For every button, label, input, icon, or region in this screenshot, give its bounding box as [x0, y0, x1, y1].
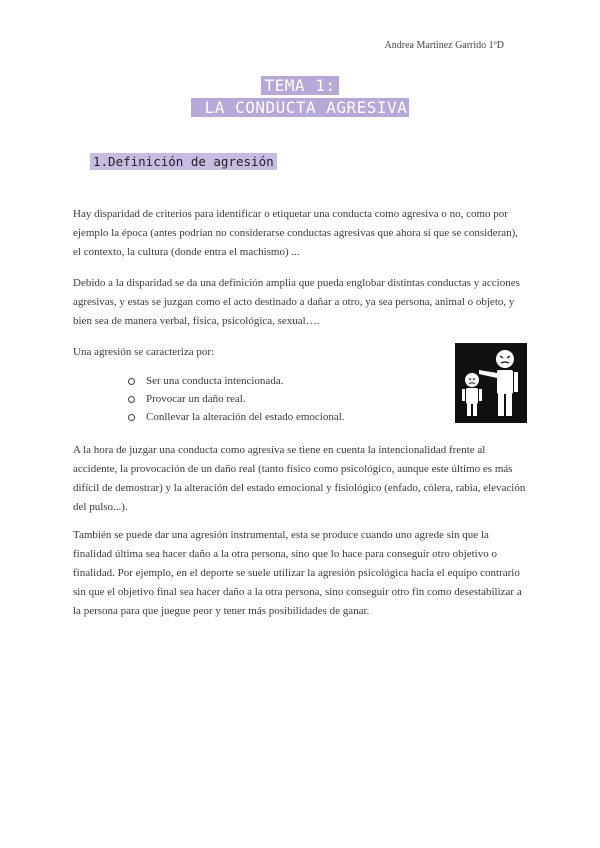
section-heading: 1.Definición de agresión [90, 153, 277, 170]
list-item [128, 408, 345, 426]
aggression-pictogram-icon [455, 343, 527, 423]
circle-bullet-icon [128, 378, 135, 385]
list-item-text: Ser una conducta intencionada. [146, 375, 284, 387]
circle-bullet-icon [128, 414, 135, 421]
title-line-2-text: LA CONDUCTA AGRESIVA [191, 98, 410, 117]
paragraph-2: Debido a la disparidad se da una definición amplia que pueda englobar distintas conductas y acciones agresivas, y estas se juzgan como el acto destinado a dañar a otro, ya sea persona, animal o objeto, y bien sea de manera verbal, física, psicológica, sexual…. [73, 277, 520, 327]
paragraph-5: También se puede dar una agresión instrumental, esta se produce cuando uno agrede sin que la finalidad última sea hacer daño a la otra persona, sino que lo hace para conseguir otro objetivo o finalidad. Por ejemplo, en el deporte se suele utilizar la agresión psicológica hacia el equipo contrario sin que el objetivo final sea hacer daño a la otra persona, sino conseguir otro fin como desestabilizar a la persona para que juegue peor y tener más posibilidades de ganar. [73, 529, 522, 617]
list-item-text: Conllevar la alteración del estado emocional. [146, 411, 345, 423]
title-line-2 [0, 97, 600, 119]
paragraph-4: A la hora de juzgar una conducta como agresiva se tiene en cuenta la intencionalidad frente al accidente, la provocación de un daño real (tanto físico como psicológico, aunque este último es más difícil de demostrar) y la alteración del estado emocional y fisiológico (enfado, cólera, rabia, elevación del pulso...). [73, 444, 526, 513]
circle-bullet-icon [128, 396, 135, 403]
characteristics-list [128, 372, 345, 426]
paragraph-1: Hay disparidad de criterios para identificar o etiquetar una conducta como agresiva o no, como por ejemplo la época (antes podrían no considerarse conductas agresivas que ahora sí que se consideran), el contexto, la cultura (donde entra el machismo) ... [73, 208, 519, 258]
list-item [128, 372, 345, 390]
list-item-text: Provocar un daño real. [146, 393, 246, 405]
title-line-1-text: TEMA 1: [261, 76, 340, 95]
document-title [0, 75, 600, 119]
paragraph-3: Una agresión se caracteriza por: [73, 346, 215, 358]
list-item [128, 390, 345, 408]
author-header: Andrea Martinez Garrido 1ºD [384, 40, 504, 51]
title-line-1 [0, 75, 600, 97]
